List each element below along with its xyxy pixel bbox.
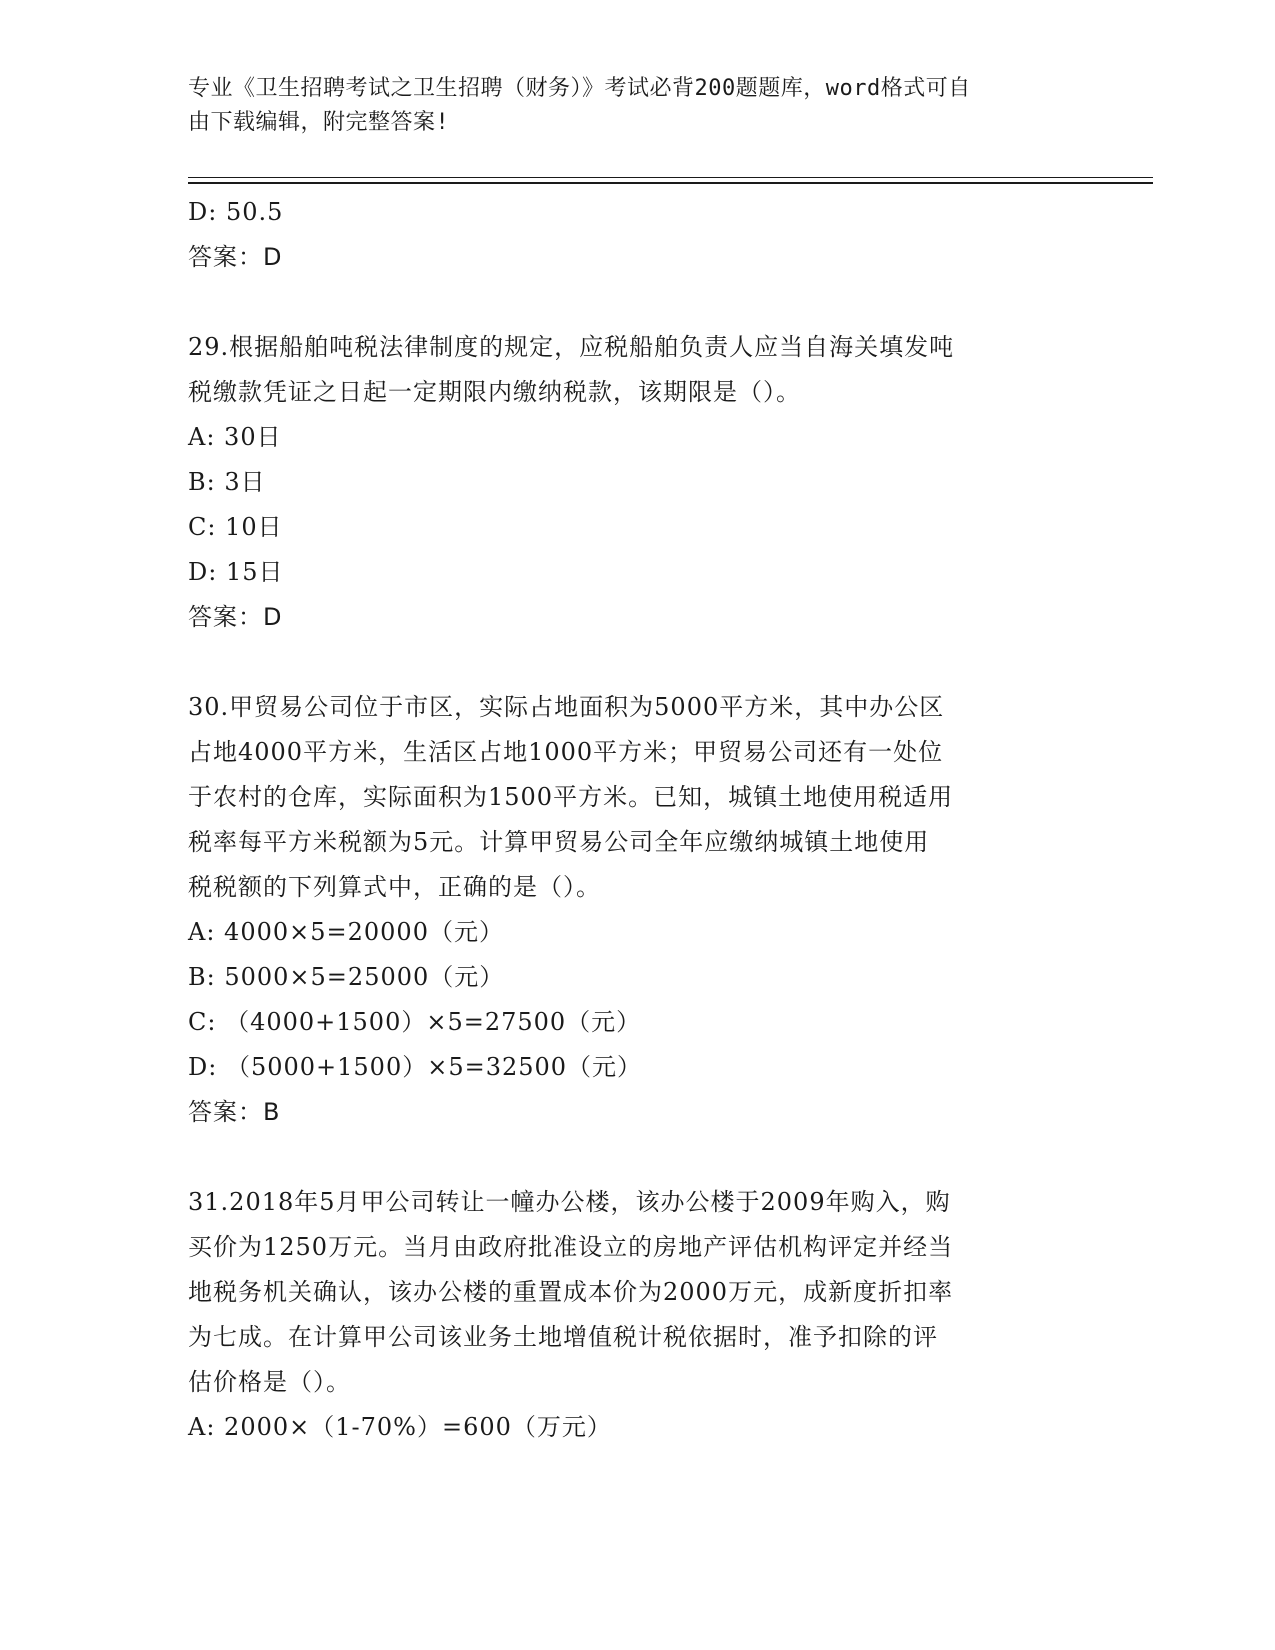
q29-option-b: B: 3日 <box>188 468 266 496</box>
q30-text-line-1: 30.甲贸易公司位于市区，实际占地面积为5000平方米，其中办公区 <box>188 693 945 721</box>
q30-text-line-2: 占地4000平方米，生活区占地1000平方米；甲贸易公司还有一处位 <box>188 738 944 766</box>
q31-text-line-5: 估价格是（）。 <box>188 1368 351 1396</box>
header-title-line-2: 由下载编辑，附完整答案! <box>188 110 450 135</box>
q30-answer: 答案：B <box>188 1098 281 1126</box>
q31-text-line-2: 买价为1250万元。当月由政府批准设立的房地产评估机构评定并经当 <box>188 1233 954 1261</box>
q31-text-line-1: 31.2018年5月甲公司转让一幢办公楼，该办公楼于2009年购入，购 <box>188 1188 951 1216</box>
prev-option-d: D: 50.5 <box>188 198 284 226</box>
q30-option-c: C: （4000+1500）×5=27500（元） <box>188 1008 642 1036</box>
q30-text-line-5: 税税额的下列算式中，正确的是（）。 <box>188 873 601 901</box>
q30-text-line-4: 税率每平方米税额为5元。计算甲贸易公司全年应缴纳城镇土地使用 <box>188 828 930 856</box>
spacer <box>188 1135 1088 1180</box>
q29-option-c: C: 10日 <box>188 513 283 541</box>
spacer <box>188 280 1088 325</box>
q29-text-line-1: 29.根据船舶吨税法律制度的规定，应税船舶负责人应当自海关填发吨 <box>188 333 955 361</box>
q30-option-d: D: （5000+1500）×5=32500（元） <box>188 1053 643 1081</box>
header-title-line-1: 专业《卫生招聘考试之卫生招聘（财务）》考试必背200题题库，word格式可自 <box>188 76 971 101</box>
prev-answer: 答案：D <box>188 243 283 271</box>
header-divider-thick <box>188 182 1153 184</box>
question-content <box>188 190 1088 1450</box>
q29-option-d: D: 15日 <box>188 558 284 586</box>
q31-text-line-3: 地税务机关确认，该办公楼的重置成本价为2000万元，成新度折扣率 <box>188 1278 954 1306</box>
question-31 <box>188 1180 1088 1450</box>
q31-option-a: A: 2000×（1-70%）=600（万元） <box>188 1413 612 1441</box>
q30-text-line-3: 于农村的仓库，实际面积为1500平方米。已知，城镇土地使用税适用 <box>188 783 954 811</box>
spacer <box>188 640 1088 685</box>
page-header <box>188 72 1078 140</box>
q31-text-line-4: 为七成。在计算甲公司该业务土地增值税计税依据时，准予扣除的评 <box>188 1323 938 1351</box>
question-30 <box>188 685 1088 1135</box>
q29-option-a: A: 30日 <box>188 423 282 451</box>
q29-text-line-2: 税缴款凭证之日起一定期限内缴纳税款，该期限是（）。 <box>188 378 801 406</box>
q30-option-b: B: 5000×5=25000（元） <box>188 963 505 991</box>
q29-answer: 答案：D <box>188 603 283 631</box>
header-divider-thin <box>188 177 1153 178</box>
question-29 <box>188 325 1088 640</box>
q30-option-a: A: 4000×5=20000（元） <box>188 918 504 946</box>
